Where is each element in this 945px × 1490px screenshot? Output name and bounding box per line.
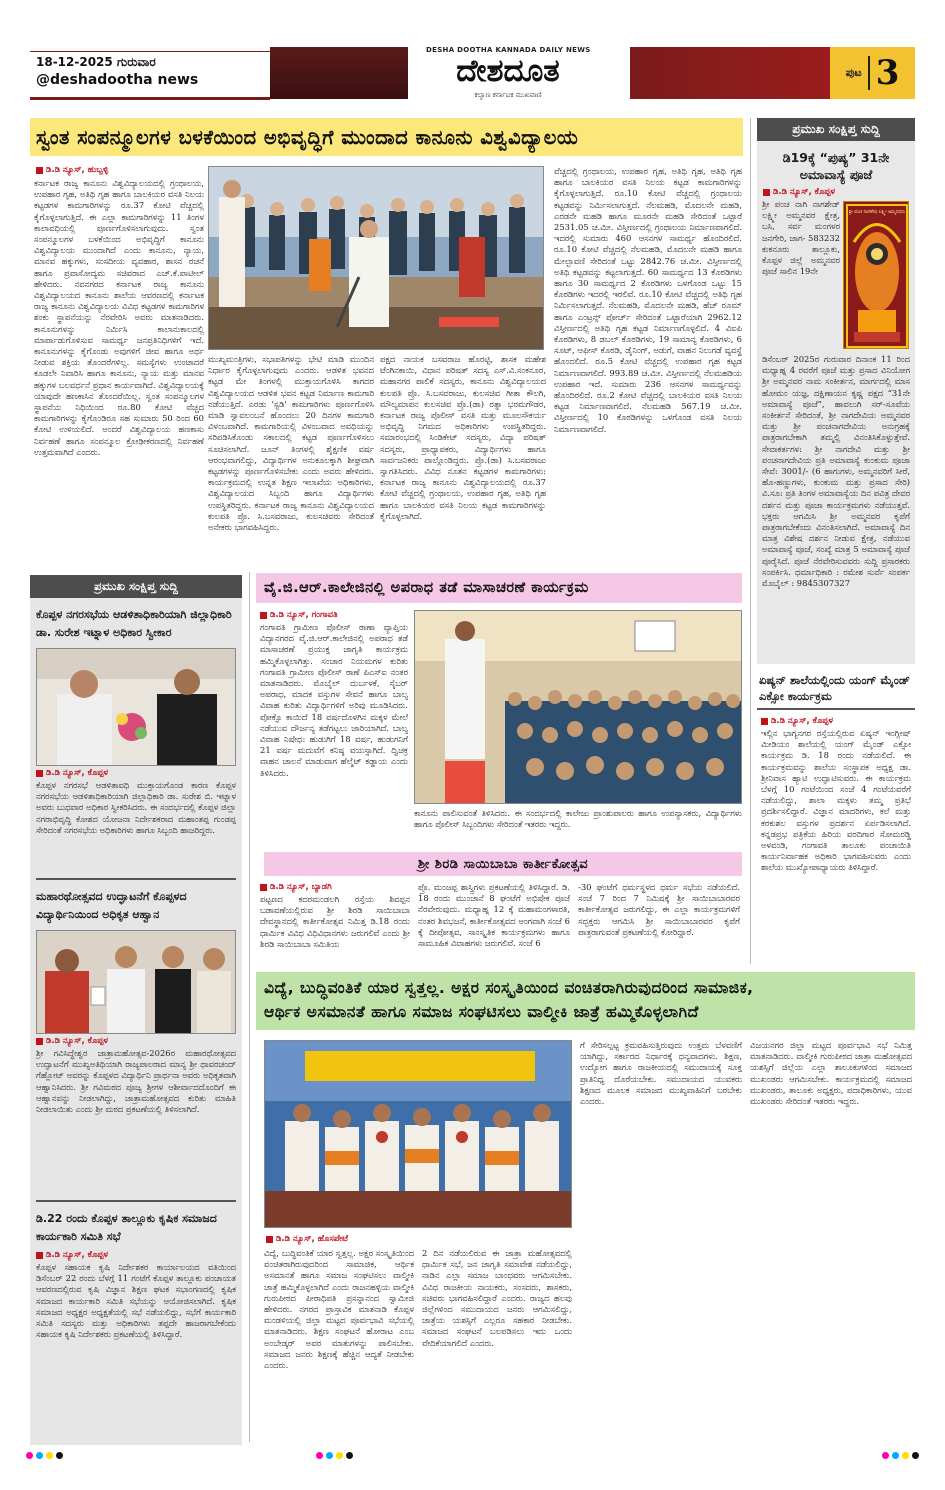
ygr-byline: ಡಿ.ಡಿ ನ್ಯೂಸ್, ಗಂಗಾವತಿ <box>260 610 338 620</box>
main-photo <box>208 166 544 350</box>
ygr-col2: ಕಾನೂನು ಪಾಲಿಸುವಂತೆ ತಿಳಿಸಿದರು. ಈ ಸಂದರ್ಭದಲ್ಲಿ ಕಾಲೇಜು ಪ್ರಾಂಶುಪಾಲರು ಹಾಗೂ ಉಪನ್ಯಾಸಕರು, ವಿದ್ಯಾರ್ಥಿಗಳು ಹಾಗೂ ಪೊಲೀಸ್ ಸಿಬ್ಬಂದಿಗಳು ಸೇರಿದಂತೆ ಇತರರು ಇದ್ದರು. <box>414 808 742 830</box>
bottom-col4: ವಿಜಯನಗರ ಜಿಲ್ಲಾ ಮಟ್ಟದ ಪೂರ್ವಭಾವಿ ಸಭೆ ನಿಮಿತ್ತ ಮಾತನಾಡಿದರು. ವಾಲ್ಮೀಕಿ ಗುರುಪೀಠದ ಜಾತ್ರಾ ಮಹೋತ್ಸವದ ಯಶಸ್ಸಿಗೆ ಜಿಲ್ಲೆಯ ಎಲ್ಲಾ ತಾಲೂಕುಗಳಿಂದ ಸಮಾಜದ ಮುಖಂಡರು ಆಗಮಿಸಬೇಕು. ಕಾರ್ಯಕ್ರಮದಲ್ಲಿ ಸಮಾಜದ ಮುಖಂಡರು, ತಾಲೂಕು ಅಧ್ಯಕ್ಷರು, ಪದಾಧಿಕಾರಿಗಳು, ಯುವ ಮುಖಂಡರು ಸೇರಿದಂತೆ ಇತರರು ಇದ್ದರು. <box>750 1040 912 1107</box>
masthead-subline: ಕಲ್ಯಾಣ ಕರ್ನಾಟಕ ಮುಖವಾಣಿ <box>474 91 542 99</box>
story1-text: ಕೊಪ್ಪಳ ನಗರಸಭೆ ಆಡಳಿತಾವಧಿ ಮುಕ್ತಾಯಗೊಂಡ ಕಾರಣ ಕೊಪ್ಪಳ ನಗರಸಭೆಯ ಆಡಳಿತಾಧಿಕಾರಿಯಾಗಿ ಜಿಲ್ಲಾಧಿಕಾರಿ ಡಾ. ಸುರೇಶ ಬಿ. ಇಟ್ನಾಳ ಅವರು ಬುಧವಾರ ಅಧಿಕಾರ ಸ್ವೀಕರಿಸಿದರು. ಈ ಸಂದರ್ಭದಲ್ಲಿ ಕೊಪ್ಪಳ ಜಿಲ್ಲಾ ನಗರಾಭಿವೃದ್ಧಿ ಕೋಶದ ಯೋಜನಾ ನಿರ್ದೇಶಕರಾದ ಮಹಾಂತಪ್ಪ ಗುಂಡಪ್ಪ ಸೇರಿದಂತೆ ನಗರಸಭೆಯ ಅಧಿಕಾರಿಗಳು ಹಾಗೂ ಸಿಬ್ಬಂದಿ ಹಾಜರಿದ್ದರು. <box>36 780 236 835</box>
masthead-tagline: DESHA DOOTHA KANNADA DAILY NEWS <box>426 46 591 54</box>
invitation-photo <box>37 931 236 1034</box>
story2-text: ಶ್ರೀ ಗವಿಸಿದ್ಧೇಶ್ವರ ಜಾತ್ರಾಮಹೋತ್ಸವ-2026ರ ಮಹಾರಥೋತ್ಸವದ ಉದ್ಘಾಟನೆಗೆ ಮುಖ್ಯಅತಿಥಿಯಾಗಿ ರಾಜ್ಯಪಾಲರಾದ ಮಾನ್ಯ ಶ್ರೀ ಥಾವರಚಂದ್ ಗೆಹ್ಲೋಟ್ ಅವರನ್ನು ಕೊಪ್ಪಳದ ವಿದ್ಯಾರ್ಥಿನಿ ಪ್ರಾರ್ಥನಾ ಅವರು ಅಧಿಕೃತವಾಗಿ ಆಹ್ವಾನಿಸಿದರು. ಶ್ರೀ ಗವಿಮಠದ ಪೂಜ್ಯ ಶ್ರೀಗಳ ಆಶೀರ್ವಾದದೊಂದಿಗೆ ಈ ಆಹ್ವಾನವನ್ನು ನೀಡಲಾಗಿದ್ದು, ಜಾತ್ರಾಮಹೋತ್ಸವದ ಕುರಿತು ಮಾಹಿತಿ ನೀಡಲಾಯಿತು ಎಂದು ಶ್ರೀ ಮಠದ ಪ್ರಕಟಣೆಯಲ್ಲಿ ತಿಳಿಸಲಾಗಿದೆ. <box>36 1048 236 1115</box>
main-byline: ಡಿ.ಡಿ ನ್ಯೂಸ್, ಹುಬ್ಬಳ್ಳಿ <box>36 165 108 175</box>
young-byline: ಡಿ.ಡಿ ನ್ಯೂಸ್, ಕೊಪ್ಪಳ <box>757 716 915 726</box>
bottom-headline-bar <box>256 972 915 1030</box>
main-story <box>30 162 742 566</box>
story2-byline: ಡಿ.ಡಿ ನ್ಯೂಸ್, ಕೊಪ್ಪಳ <box>30 1036 242 1046</box>
page-number-box <box>830 47 915 99</box>
main-col4: ವೆಚ್ಚದಲ್ಲಿ ಗ್ರಂಥಾಲಯ, ಉಪಹಾರ ಗೃಹ, ಅತಿಥಿ ಗೃಹ, ಅತಿಥಿ ಗೃಹ ಹಾಗೂ ಬಾಲಕಿಯರ ವಸತಿ ನಿಲಯ ಕಟ್ಟಡ ಕಾಮಗಾರಿಗಳನ್ನು ಕೈಗೊಳ್ಳಲಾಗುತ್ತಿದೆ. ರೂ.10 ಕೋಟಿ ವೆಚ್ಚದಲ್ಲಿ ಗ್ರಂಥಾಲಯ ಕಟ್ಟಡವನ್ನು ನಿರ್ಮಿಸಲಾಗುತ್ತದೆ. ನೆಲಮಹಡಿ, ಮೊದಲನೇ ಮಹಡಿ, ಎರಡನೇ ಮಹಡಿ ಹಾಗೂ ಮೂರನೇ ಮಹಡಿ ಸೇರಿದಂತೆ ಒಟ್ಟಾರೆ 2531.05 ಚ.ಮೀ. ವಿಸ್ತೀರ್ಣದಲ್ಲಿ ಗ್ರಂಥಾಲಯ ನಿರ್ಮಾಣವಾಗಲಿದೆ. ಇದರಲ್ಲಿ ಸುಮಾರು 460 ಆಸನಗಳ ಸಾಮರ್ಥ್ಯ ಹೊಂದಿರಲಿದೆ. ರೂ.10 ಕೋಟಿ ವೆಚ್ಚದಲ್ಲಿ ನೆಲಮಹಡಿ, ಮೊದಲನೇ ಮಹಡಿ ಹಾಗೂ ಮೇಲ್ಛಾವಣಿ ಸೇರಿದಂತೆ ಒಟ್ಟು 2842.76 ಚ.ಮೀ. ವಿಸ್ತೀರ್ಣದಲ್ಲಿ ಅತಿಥಿ ಕಟ್ಟಡವನ್ನು ಕಟ್ಟಲಾಗುತ್ತದೆ. 60 ಸಾಮರ್ಥ್ಯದ 13 ಕೊಠಡಿಗಳು ಹಾಗೂ 30 ಸಾಮರ್ಥ್ಯದ 2 ಕೊಠಡಿಗಳು ಒಳಗೊಂಡ ಒಟ್ಟು 15 ಕೊಠಡಿಗಳು ಇದರಲ್ಲಿ ಇರಲಿವೆ. ರೂ.10 ಕೋಟಿ ವೆಚ್ಚದಲ್ಲಿ ಅತಿಥಿ ಗೃಹ ನಿರ್ಮಿಸಲಾಗುತ್ತದೆ. ನೆಲಮಹಡಿ, ಮೊದಲನೇ ಮಹಡಿ, ಹೆಚ್ ರೂಮ್ ಹಾಗೂ ಎಂಟ್ರನ್ಸ್ ಪೋರ್ಚ್ ಸೇರಿದಂತೆ ಒಟ್ಟಾರೆಯಾಗಿ 2962.12 ವಿಸ್ತೀರ್ಣದಲ್ಲಿ ಅತಿಥಿ ಗೃಹ ಕಟ್ಟಡ ನಿರ್ಮಾಣಗೊಳ್ಳಲಿದೆ. 4 ವಿಐಪಿ ಕೊಠಡಿಗಳು, 8 ಡಬಲ್ ಕೊಠಡಿಗಳು, 19 ಸಾಮಾನ್ಯ ಕೊಠಡಿಗಳು, 6 ಸೂಟ್, ಆಫೀಸ್ ಕೊಠಡಿ, ಡೈನಿಂಗ್, ಅಡುಗೆ, ವಾಹನ ನಿಲುಗಡೆ ವ್ಯವಸ್ಥೆ ಹೊಂದಲಿದೆ. ರೂ.5 ಕೋಟಿ ವೆಚ್ಚದಲ್ಲಿ ಉಪಹಾರ ಗೃಹ ಕಟ್ಟಡ ನಿರ್ಮಾಣವಾಗಲಿದೆ. 993.89 ಚ.ಮೀ. ವಿಸ್ತೀರ್ಣದಲ್ಲಿ ನೆಲಮಹಡಿಯ ಉಪಹಾರ ಇದೆ. ಸುಮಾರು 236 ಆಸನಗಳ ಸಾಮರ್ಥ್ಯವನ್ನು ಹೊಂದಿರಲಿದೆ. ರೂ.2 ಕೋಟಿ ವೆಚ್ಚದಲ್ಲಿ ಬಾಲಕಿಯರ ವಸತಿ ನಿಲಯ ಕಟ್ಟಡ ನಿರ್ಮಾಣವಾಗಲಿದೆ. ನೆಲಮಹಡಿ 567.19 ಚ.ಮೀ. ವಿಸ್ತೀರ್ಣದಲ್ಲಿ 10 ಕೊಠಡಿಗಳನ್ನು ಒಳಗೊಂಡ ವಸತಿ ನಿಲಯ ನಿರ್ಮಾಣವಾಗಲಿದೆ. <box>554 166 742 434</box>
date-ribbon <box>30 45 280 103</box>
story2-headline: ಮಹಾರಥೋತ್ಸವದ ಉದ್ಘಾಟನೆಗೆ ಕೊಪ್ಪಳದ ವಿದ್ಯಾರ್ಥಿನಿಯಿಂದ ಅಧಿಕೃತ ಆಹ್ವಾನ <box>36 890 187 921</box>
shirdi-col3: -30 ಘಂಟೆಗೆ ಧರ್ಮಸ್ಥಳದ ಧರ್ಮ ಸಭೆಯ ನಡೆಯಲಿದೆ. ಸಂಜೆ 7 ರಿಂದ 7 ನಿಮಿಷಕ್ಕೆ ಶ್ರೀ ಸಾಯಿಬಾಬಾರವರ ಕಾರ್ತೀಕೋತ್ಸವ ಜರುಗಲಿದ್ದು, ಈ ಎಲ್ಲಾ ಕಾರ್ಯಕ್ರಮಗಳಿಗೆ ಸದ್ಭಕ್ತರು ಆಗಮಿಸಿ ಶ್ರೀ ಸಾಯಿಬಾಬಾರವರ ಕೃಪೆಗೆ ಪಾತ್ರರಾಗುವಂತೆ ಪ್ರಕಟಣೆಯಲ್ಲಿ ಕೋರಿದ್ದಾರೆ. <box>578 882 740 937</box>
shirdi-headline: ಶ್ರೀ ಶಿರಡಿ ಸಾಯಿಬಾಬಾ ಕಾರ್ತೀಕೋತ್ಸವ <box>417 856 589 872</box>
young-headline: ಏಷ್ಯನ್ ಶಾಲೆಯಲ್ಲಿಂದು ಯಂಗ್ ಮೈಂಡ್ ಎಕ್ಸೋ ಕಾರ್ಯಕ್ರಮ <box>757 672 915 710</box>
main-col3: ಪಕ್ಷದ ನಾಯಕ ಬಸವರಾಜ ಹೊರಟ್ಟಿ, ಶಾಸಕ ಮಹೇಶ ಟೆಂಗಿನಕಾಯಿ, ವಿಧಾನ ಪರಿಷತ್ ಸದಸ್ಯ ಎಸ್.ವಿ.ಸಂಕನೂರ, ಮಹಾನಗರ ಪಾಲಿಕೆ ಸದಸ್ಯರು, ಕಾನೂನು ವಿಶ್ವವಿದ್ಯಾಲಯದ ಕುಲಪತಿ ಪ್ರೊ. ಸಿ.ಬಸವರಾಜು, ಕುಲಸಚಿವ ಗೀತಾ ಕೌಲಗಿ, ಮೌಲ್ಯಮಾಪನ ಕುಲಸಚಿವ ಪ್ರೊ.(ಡಾ) ರತ್ನಾ ಭರಮಗೌಡರ, ಕರ್ನಾಟಕ ರಾಜ್ಯ ಪೊಲೀಸ್ ವಸತಿ ಮತ್ತು ಮೂಲಸೌಕರ್ಯ ಅಭಿವೃದ್ಧಿ ನಿಗಮದ ಅಧಿಕಾರಿಗಳು ಉಪಸ್ಥಿತರಿದ್ದರು. ಸಮಾರಂಭದಲ್ಲಿ ಸಿಂಡಿಕೇಟ್ ಸದಸ್ಯರು, ವಿದ್ಯಾ ಪರಿಷತ್ ಸದಸ್ಯರು, ಪ್ರಾಧ್ಯಾಪಕರು, ವಿದ್ಯಾರ್ಥಿಗಳು ಹಾಗೂ ಸಾರ್ವಜನಿಕರು ಪಾಲ್ಗೊಂಡಿದ್ದರು. ಪ್ರೊ.(ಡಾ) ಸಿ.ಬಸವರಾಜು ಸ್ವಾಗತಿಸಿದರು. ವಿವಿಧ ನೂತನ ಕಟ್ಟಡಗಳ ಕಾಮಗಾರಿಗಳು: ಕರ್ನಾಟಕ ರಾಜ್ಯ ಕಾನೂನು ವಿಶ್ವವಿದ್ಯಾಲಯದಲ್ಲಿ ರೂ.37 ಕೋಟಿ ವೆಚ್ಚದಲ್ಲಿ ಗ್ರಂಥಾಲಯ, ಉಪಹಾರ ಗೃಹ, ಅತಿಥಿ ಗೃಹ ಹಾಗೂ ಬಾಲಕಿಯರ ವಸತಿ ನಿಲಯ ಕಟ್ಟಡ ಕಾಮಗಾರಿಗಳನ್ನು ಕೈಗೊಳ್ಳಲಾಗಿದೆ. <box>380 354 546 521</box>
story1-headline: ಕೊಪ್ಪಳ ನಗರಸಭೆಯ ಆಡಳಿತಾಧಿಕಾರಿಯಾಗಿ ಜಿಲ್ಲಾಧಿಕಾರಿ ಡಾ. ಸುರೇಶ ಇಟ್ನಾಳ ಅಧಿಕಾರ ಸ್ವೀಕಾರ <box>36 608 232 639</box>
ygr-headline: ವೈ.ಜಿ.ಆರ್.ಕಾಲೇಜಿನಲ್ಲಿ ಅಪರಾಧ ತಡೆ ಮಾಸಾಚರಣೆ ಕಾರ್ಯಕ್ರಮ <box>264 580 589 596</box>
story1-byline: ಡಿ.ಡಿ ನ್ಯೂಸ್, ಕೊಪ್ಪಳ <box>30 768 242 778</box>
main-headline: ಸ್ವಂತ ಸಂಪನ್ಮೂಲಗಳ ಬಳಕೆಯಿಂದ ಅಭಿವೃದ್ಧಿಗೆ ಮುಂದಾದ ಕಾನೂನು ವಿಶ್ವವಿದ್ಯಾಲಯ <box>36 125 579 149</box>
young-mind-story <box>757 672 915 954</box>
masthead <box>30 45 915 105</box>
right-brief-box <box>757 118 915 664</box>
shirdi-headline-bar <box>264 852 742 876</box>
deity-caption: ಶ್ರೀ ಪಂಚ ನಾಗಶೇಷ ಲಕ್ಷ್ಮೀ ಅಮ್ಮನವರು <box>848 210 906 215</box>
reg-dots-left <box>26 1452 63 1459</box>
story1-photo <box>36 648 236 766</box>
felicitation-photo <box>265 1041 572 1228</box>
bottom-col3: ಗೆ ಸೇರಿಸಲ್ಪಟ್ಟ ಕ್ರಮವಹಿಸುತ್ತಿರುವುದು ಉತ್ತಮ ಬೆಳವಣಿಗೆ ಯಾಗಿದ್ದು, ಸರ್ಕಾರದ ನಿರ್ಧಾರಕ್ಕೆ ಧನ್ಯವಾದಗಳು. ಶಿಕ್ಷಣ, ಉದ್ಯೋಗ ಹಾಗೂ ರಾಜಕೀಯದಲ್ಲಿ ಸಮುದಾಯಕ್ಕೆ ಸೂಕ್ತ ಪ್ರಾತಿನಿಧ್ಯ ದೊರೆಯಬೇಕು. ಸಮುದಾಯದ ಯುವಕರು ಶಿಕ್ಷಣದ ಮೂಲಕ ಸಮಾಜದ ಮುಖ್ಯವಾಹಿನಿಗೆ ಬರಬೇಕು ಎಂದರು. <box>580 1040 742 1107</box>
bottom-photo <box>264 1040 572 1228</box>
reg-dots-right <box>882 1452 919 1459</box>
left-brief-box <box>30 575 242 1445</box>
main-headline-bar <box>30 118 743 156</box>
main-col1: ಕರ್ನಾಟಕ ರಾಜ್ಯ ಕಾನೂನು ವಿಶ್ವವಿದ್ಯಾಲಯದಲ್ಲಿ ಗ್ರಂಥಾಲಯ, ಉಪಹಾರ ಗೃಹ, ಅತಿಥಿ ಗೃಹ ಹಾಗೂ ಬಾಲಕಿಯರ ವಸತಿ ನಿಲಯ ಕಟ್ಟಡಗಳ ಕಾಮಗಾರಿಗಳನ್ನು ರೂ.37 ಕೋಟಿ ವೆಚ್ಚದಲ್ಲಿ ಕೈಗೊಳ್ಳಲಾಗುತ್ತಿದೆ. ಈ ಎಲ್ಲಾ ಕಾಮಗಾರಿಗಳನ್ನು 11 ತಿಂಗಳ ಕಾಲಾವಧಿಯಲ್ಲಿ ಪೂರ್ಣಗೊಳಿಸಲಾಗುವುದು. ಸ್ವಂತ ಸಂಪನ್ಮೂಲಗಳ ಬಳಕೆಯಿಂದ ಅಭಿವೃದ್ಧಿಗೆ ಕಾನೂನು ವಿಶ್ವವಿದ್ಯಾಲಯ ಮುಂದಾಗಿದೆ ಎಂದು ಕಾನೂನು, ನ್ಯಾಯ, ಮಾನವ ಹಕ್ಕುಗಳು, ಸಂಸದೀಯ ವ್ಯವಹಾರ, ಶಾಸನ ರಚನೆ ಹಾಗೂ ಪ್ರವಾಸೋದ್ಯಮ ಸಚಿವರಾದ ಎಚ್.ಕೆ.ಪಾಟೀಲ್ ಹೇಳಿದರು. ನವನಗರದ ಕರ್ನಾಟಕ ರಾಜ್ಯ ಕಾನೂನು ವಿಶ್ವವಿದ್ಯಾಲಯದ ಕಾನೂನು ಶಾಲೆಯ ಆವರಣದಲ್ಲಿ ಕರ್ನಾಟಕ ರಾಜ್ಯ ಕಾನೂನು ವಿಶ್ವವಿದ್ಯಾಲಯ ವಿವಿಧ ಕಟ್ಟಡಗಳ ಕಾಮಗಾರಿಗಳ ಶಂಕು ಸ್ಥಾಪನೆಯನ್ನು ನೆರವೇರಿಸಿ ಅವರು ಮಾತನಾಡಿದರು. ಕಾನೂನುಗಳನ್ನು ನಿರ್ಮಿಸಿ ಕಾಲಾನುಕಾಲದಲ್ಲಿ ಮಾರ್ಪಾಡುಗೊಳಿಸುವ ಸಾಮರ್ಥ್ಯ ಜನಪ್ರತಿನಿಧಿಗಳಿಗೆ ಇದೆ. ಕಾನೂನುಗಳನ್ನು ಕೈಗೊಂಡು ಅವುಗಳಿಗೆ ಜೀವ ಹಾಗೂ ಅರ್ಥ ನೀಡುವ ಶಕ್ತಿಯ ತೊಂದರೆಗಳಿಲ್ಲ. ಸಮಸ್ಯೆಗಳು ಉಂಟಾದರೆ ಕೂಡಲೇ ನಿವಾರಿಸಿ ಹಾಗೂ ಕಾನೂನು, ನ್ಯಾಯ ಮತ್ತು ಮಾನವ ಹಕ್ಕುಗಳ ಬಲವರ್ಧನೆ ಪ್ರಧಾನ ಕಾರ್ಯವಾಗಿದೆ. ವಿಶ್ವವಿದ್ಯಾಲಯಕ್ಕೆ ಯಾವುದೇ ಹಣಕಾಸಿನ ತೊಂದರೆಯಿಲ್ಲ. ಸ್ವಂತ ಸಂಪನ್ಮೂಲಗಳ ಸ್ಥಾಪನೆಯ ನಿಧಿಯಿಂದ ರೂ.80 ಕೋಟಿ ವೆಚ್ಚದ ಕಾಮಗಾರಿಗಳನ್ನು ಕೈಗೊಂಡಿರೂ ಸಹ ಸುಮಾರು 50 ರಿಂದ 60 ಕೋಟಿ ಉಳಿಯಲಿದೆ. ಅಂದರೆ ವಿಶ್ವವಿದ್ಯಾಲಯ ಹಣಕಾಸು ನಿರ್ವಹಣೆ ಹಾಗೂ ಸಂಪನ್ಮೂಲ ಕ್ರೋಢೀಕರಣದಲ್ಲಿ ನಿರ್ವಹಣೆ ಉತ್ತಮವಾಗಿದೆ ಎಂದರು. <box>34 178 204 457</box>
right-box-byline: ಡಿ.ಡಿ ನ್ಯೂಸ್, ಕೊಪ್ಪಳ <box>757 187 915 197</box>
reg-dots-center <box>316 1452 353 1459</box>
ygr-story <box>256 608 742 844</box>
right-box-header: ಪ್ರಮುಖ ಸಂಕ್ಷಿಪ್ತ ಸುದ್ದಿ <box>757 118 915 141</box>
masthead-logo: ದೇಶದೂತ <box>456 53 560 89</box>
right-box-headline: ಡಿ19ಕ್ಕೆ “ಪುಷ್ಯ” 31ನೇ ಅಮಾವಾಸ್ಯೆ ಪೂಜೆ <box>782 150 890 182</box>
bottom-byline: ಡಿ.ಡಿ ನ್ಯೂಸ್, ಹೊಸಪೇಟೆ <box>266 1234 348 1244</box>
bottom-col2: 2 ದಿನ ನಡೆಯಲಿರುವ ಈ ಜಾತ್ರಾ ಮಹೋತ್ಸವದಲ್ಲಿ ಧಾರ್ಮಿಕ ಸಭೆ, ಜನ ಜಾಗೃತಿ ಸಮಾವೇಶ ನಡೆಯಲಿದ್ದು, ನಾಡಿನ ಎಲ್ಲಾ ಸಮಾಜ ಬಾಂಧವರು ಆಗಮಿಸಬೇಕು. ವಿವಿಧ ರಾಜಕೀಯ ನಾಯಕರು, ಸಂಸದರು, ಶಾಸಕರು, ಸಚಿವರು ಭಾಗವಹಿಸಲಿದ್ದಾರೆ ಎಂದರು. ರಾಜ್ಯದ ಹಲವು ಜಿಲ್ಲೆಗಳಿಂದ ಸಮುದಾಯದ ಜನರು ಆಗಮಿಸಲಿದ್ದು, ಜಾತ್ರೆಯ ಯಶಸ್ಸಿಗೆ ಎಲ್ಲರೂ ಸಹಕಾರ ನೀಡಬೇಕು. ಸಮಾಜದ ಸಂಘಟನೆ ಬಲಪಡಿಸಲು ಇದು ಒಂದು ವೇದಿಕೆಯಾಗಲಿದೆ ಎಂದರು. <box>422 1248 572 1348</box>
right-box-side-text: ಶ್ರೀ ಪಂಚ ನಾಗಿ ನಾಗಶೇಡ್ ಲಕ್ಷ್ಮೀ ಅಮ್ಮನವರ ಕ್ಷೇತ್ರ, ಬಸಿ, ಸರ್ವ ಮಂಗಳರ ಜನಗೇರಿ, ಜಾಗ- 583232 ಕುಕನೂರು ತಾಲ್ಲೂಕು, ಕೊಪ್ಪಳ ಜಿಲ್ಲೆ ಅಮ್ಮನವರ ಪೂಜೆ ಸಾಲಿನ 19ನೇ <box>762 199 840 277</box>
ceremony-photo <box>209 167 544 350</box>
left-box-header: ಪ್ರಮುಖ ಸಂಕ್ಷಿಪ್ತ ಸುದ್ದಿ <box>30 575 242 598</box>
page-label: ಪುಟ <box>845 66 862 79</box>
bottom-headline-line2: ಆರ್ಥಿಕ ಅಸಮಾನತೆ ಹಾಗೂ ಸಮಾಜ ಸಂಘಟಿಸಲು ವಾಲ್ಮೀಕಿ ಜಾತ್ರೆ ಹಮ್ಮಿಕೊಳ್ಳಲಾಗಿದೆ <box>264 1003 699 1021</box>
young-text: ಇಲ್ಲಿನ ಭಾಗ್ಯನಗರ ರಸ್ತೆಯಲ್ಲಿರುವ ಏಷ್ಯನ್ ಇಂಗ್ಲೀಷ್ ಮೀಡಿಯಂ ಶಾಲೆಯಲ್ಲಿ ಯಂಗ್ ಮೈಂಡ್ ಎಕ್ಸೋ ಕಾರ್ಯಕ್ರಮ ಡಿ. 18 ರಂದು ನಡೆಯಲಿದೆ. ಈ ಕಾರ್ಯಕ್ರಮವನ್ನು ಶಾಲೆಯ ಸಂಸ್ಥಾಪಕ ಅಧ್ಯಕ್ಷ ಡಾ. ಶ್ರೀನಿವಾಸ ಹ್ಯಾಟಿ ಉದ್ಘಾಟಿಸುವರು. ಈ ಕಾರ್ಯಕ್ರಮ ಬೆಳಗ್ಗೆ 10 ಗಂಟೆಯಿಂದ ಸಂಜೆ 4 ಗಂಟೆಯವರೆಗೆ ನಡೆಯಲಿದ್ದು, ಶಾಲಾ ಮಕ್ಕಳು ತಮ್ಮ ಪ್ರತಿಭೆ ಪ್ರದರ್ಶಿಸಲಿದ್ದಾರೆ. ವಿಜ್ಞಾನ ಮಾದರಿಗಳು, ಕಲೆ ಮತ್ತು ಕರಕುಶಲ ವಸ್ತುಗಳ ಪ್ರದರ್ಶನ ಏರ್ಪಡಿಸಲಾಗಿದೆ. ಕನ್ನಡಪ್ರಭ ಪತ್ರಿಕೆಯ ಹಿರಿಯ ವರದಿಗಾರ ಸೋಮರಡ್ಡಿ ಅಳವಂಡಿ, ಗಂಗಾವತಿ ತಾಲೂಕು ಪಂಚಾಯಿತಿ ಕಾರ್ಯನಿರ್ವಾಹಕ ಅಧಿಕಾರಿ ಭಾಗವಹಿಸುವರು ಎಂದು ಶಾಲೆಯ ಮುಖ್ಯೋಪಾಧ್ಯಾಯರು ತಿಳಿಸಿದ್ದಾರೆ. <box>761 728 911 873</box>
main-col2: ಮುಖ್ಯಮಂತ್ರಿಗಳು, ಸಭಾಪತಿಗಳನ್ನು ಭೇಟಿ ಮಾಡಿ ಮುಂದಿನ ನಿರ್ಧಾರ ಕೈಗೊಳ್ಳಲಾಗುವುದು ಎಂದರು. ಆಡಳಿತ ಭವನದ ಕಟ್ಟಡ ಮೇ ತಿಂಗಳಲ್ಲಿ ಮುಕ್ತಾಯಗೊಳಿಸಿ ಕಾಗದರ ವಿಶ್ವವಿದ್ಯಾಲಯದ ಆಡಳಿತ ಭವನ ಕಟ್ಟಡ ನಿರ್ಮಾಣ ಕಾಮಗಾರಿ ನಡೆಯುತ್ತಿದೆ. ಎರಡು 'ಸ್ಟಡಿ' ಕಾಮಗಾರಿಗಳು ಪೂರ್ಣಗೊಳಿಸಿ ಮಾಡಿ ಸ್ವಾವಲಂಬನೆ ಹೊಂದಲು 20 ದಿನಗಳ ಕಾಮಗಾರಿ ವಿಳಂಬವಾಗಿದೆ. ಕಾಮಗಾರಿಯಲ್ಲಿ ವಿಳಂಬವಾದ ಅವಧಿಯನ್ನು ಸರಿಪಡಿಸಿಕೊಂಡು ಸಕಾಲದಲ್ಲಿ ಕಟ್ಟಡ ಪೂರ್ಣಗೊಳಿಸಲು ಸೂಚಿಸಲಾಗಿದೆ. ಜೂನ್ ತಿಂಗಳಲ್ಲಿ ಶೈಕ್ಷಣಿಕ ವರ್ಷ ಆರಂಭವಾಗಲಿದ್ದು, ವಿದ್ಯಾರ್ಥಿಗಳ ಅನುಕೂಲಕ್ಕಾಗಿ ಶೀಘ್ರವಾಗಿ ಕಟ್ಟಡಗಳನ್ನು ಪೂರ್ಣಗೊಳಿಸಬೇಕು ಎಂದು ಅವರು ಹೇಳಿದರು. ಕಾರ್ಯಕ್ರಮದಲ್ಲಿ ಉನ್ನತ ಶಿಕ್ಷಣ ಇಲಾಖೆಯ ಅಧಿಕಾರಿಗಳು, ವಿಶ್ವವಿದ್ಯಾಲಯದ ಸಿಬ್ಬಂದಿ ಹಾಗೂ ವಿದ್ಯಾರ್ಥಿಗಳು ಉಪಸ್ಥಿತರಿದ್ದರು. ಕರ್ನಾಟಕ ರಾಜ್ಯ ಕಾನೂನು ವಿಶ್ವವಿದ್ಯಾಲಯದ ಕುಲಪತಿ ಪ್ರೊ. ಸಿ.ಬಸವರಾಜು, ಕುಲಸಚಿವರು ಸೇರಿದಂತೆ ಅನೇಕರು ಭಾಗವಹಿಸಿದ್ದರು. <box>208 354 374 533</box>
page-number: 3 <box>875 53 900 93</box>
ygr-photo <box>414 610 742 804</box>
social-handle: @deshadootha news <box>36 72 199 88</box>
shirdi-story <box>256 880 742 964</box>
bottom-story <box>256 1036 915 1446</box>
deity-image <box>843 201 909 349</box>
bottom-col1: ವಿದ್ಯೆ, ಬುದ್ಧಿವಂತಿಕೆ ಯಾರ ಸ್ವತ್ತಲ್ಲ. ಅಕ್ಷರ ಸಂಸ್ಕೃತಿಯಿಂದ ವಂಚಿತರಾಗಿರುವುದರಿಂದ ಸಾಮಾಜಿಕ, ಆರ್ಥಿಕ ಅಸಮಾನತೆ ಹಾಗೂ ಸಮಾಜ ಸಂಘಟಿಸಲು ವಾಲ್ಮೀಕಿ ಜಾತ್ರೆ ಹಮ್ಮಿಕೊಳ್ಳಲಾಗಿದೆ ಎಂದು ರಾಜನಹಳ್ಳಿಯ ವಾಲ್ಮೀಕಿ ಗುರುಪೀಠದ ಪೀಠಾಧಿಪತಿ ಪ್ರಸನ್ನಾನಂದ ಸ್ವಾಮೀಜಿ ಹೇಳಿದರು. ನಗರದ ಪ್ರಾಸ್ತಾವಿಕ ಮಾತನಾಡಿ ಕೊಪ್ಪಳ ಮಂಡಳಿಯಲ್ಲಿ ಜಿಲ್ಲಾ ಮಟ್ಟದ ಪೂರ್ವಭಾವಿ ಸಭೆಯಲ್ಲಿ ಮಾತನಾಡಿದರು. ಶಿಕ್ಷಣ ಸಂಘಟನೆ ಹೋರಾಟ ಎಂಬ ಅಂಬೇಡ್ಕರ್ ಅವರ ಮಾತುಗಳನ್ನು ಪಾಲಿಸಬೇಕು. ಸಮಾಜದ ಜನರು ಶಿಕ್ಷಣಕ್ಕೆ ಹೆಚ್ಚಿನ ಆದ್ಯತೆ ನೀಡಬೇಕು ಎಂದರು. <box>264 1248 414 1371</box>
handover-photo <box>37 649 236 766</box>
issue-date: 18-12-2025 ಗುರುವಾರ <box>36 55 156 69</box>
story2-photo <box>36 930 236 1034</box>
deity-icon <box>844 202 909 349</box>
story3-headline: ಡಿ.22 ರಂದು ಕೊಪ್ಪಳ ತಾಲ್ಲೂಕು ಕೃಷಿಕ ಸಮಾಜದ ಕಾರ್ಯಕಾರಿ ಸಮಿತಿ ಸಭೆ <box>36 1212 217 1243</box>
divider-right <box>750 118 751 964</box>
ygr-col1: ಗಂಗಾವತಿ ಗ್ರಾಮೀಣ ಪೊಲೀಸ್ ಠಾಣಾ ವ್ಯಾಪ್ತಿಯ ವಿದ್ಯಾನಗರದ ವೈ.ಜಿ.ಆರ್.ಕಾಲೇಜಿನಲ್ಲಿ ಅಪರಾಧ ತಡೆ ಮಾಸಾಚರಣೆ ಪ್ರಯುಕ್ತ ಜಾಗೃತಿ ಕಾರ್ಯಕ್ರಮ ಹಮ್ಮಿಕೊಳ್ಳಲಾಗಿತ್ತು. ಸಂಚಾರ ನಿಯಮಗಳ ಕುರಿತು ಗಂಗಾವತಿ ಗ್ರಾಮೀಣ ಪೊಲೀಸ್ ಠಾಣೆ ಪಿಎಸ್‌ಐ ನಂತರ ಮಾತನಾಡಿದರು. ಮೊಬೈಲ್ ದುರ್ಬಳಕೆ, ಸೈಬರ್ ಅಪರಾಧ, ಮಾದಕ ವಸ್ತುಗಳ ಸೇವನೆ ಹಾಗೂ ಬಾಲ್ಯ ವಿವಾಹ ಕುರಿತು ವಿದ್ಯಾರ್ಥಿಗಳಿಗೆ ಅರಿವು ಮೂಡಿಸಿದರು. ಪೋಕ್ಸೊ ಕಾಯಿದೆ 18 ವರ್ಷದೊಳಗಿನ ಮಕ್ಕಳ ಮೇಲೆ ನಡೆಯುವ ದೌರ್ಜನ್ಯ ತಡೆಗಟ್ಟಲು ಜಾರಿಯಾಗಿದೆ. ಬಾಲ್ಯ ವಿವಾಹ ನಿಷೇಧ: ಹುಡುಗಿಗೆ 18 ವರ್ಷ, ಹುಡುಗನಿಗೆ 21 ವರ್ಷ ಮದುವೆಗೆ ಕನಿಷ್ಠ ವಯಸ್ಸಾಗಿದೆ. ದ್ವಿಚಕ್ರ ವಾಹನ ಚಾಲನೆ ಮಾಡುವಾಗ ಹೆಲ್ಮೆಟ್ ಕಡ್ಡಾಯ ಎಂದು ತಿಳಿಸಿದರು. <box>260 622 408 778</box>
ygr-headline-bar <box>256 573 742 603</box>
divider-left <box>249 572 250 1442</box>
bottom-headline-line1: ವಿದ್ಯೆ, ಬುದ್ಧಿವಂತಿಕೆ ಯಾರ ಸ್ವತ್ತಲ್ಲ. ಅಕ್ಷರ ಸಂಸ್ಕೃತಿಯಿಂದ ವಂಚಿತರಾಗಿರುವುದರಿಂದ ಸಾಮಾಜಿಕ, <box>264 979 754 997</box>
right-box-text: ಡಿಸೆಂಬರ್ 2025ರ ಗುರುವಾರ ದಿನಾಂಕ 11 ರಿಂದ ಮಧ್ಯಾಹ್ನ 4 ರವರೆಗೆ ಪೂಜೆ ಮತ್ತು ಪ್ರಸಾದ ವಿನಿಯೋಗ ಶ್ರೀ ಅಮ್ಮನವರ ನಾಮ ಸಂಕೀರ್ತನ, ಮಾರ್ಗದಲ್ಲಿ ಮಾಸ ಹೋಮಂ ಯಜ್ಞ, ದಕ್ಷಿಣಾಯನ ಕೃಷ್ಣ ಪಕ್ಷದ “31ನೇ ಅಮಾವಾಸ್ಯೆ ಪೂಜೆ”, ಹಾವಲುಗಿ ಸರ್-ಸೂವೆಯ ಸಂಕೀರ್ತನೆ ಸೇರಿದಂತೆ, ಶ್ರೀ ನಾಗದೇವಿಯ ಅಮ್ಮನವರ ಮತ್ತು ಶ್ರೀ ಪಂಚನಾಗದೇವಿಯ ಅನುಗ್ರಹಕ್ಕೆ ಪಾತ್ರರಾಗಬೇಕಾಗಿ ತಮ್ಮಲ್ಲಿ ವಿನಂತಿಸಿಕೊಳ್ಳುತ್ತೇವೆ. ಸೇವಾಕರ್ತಗಳ: ಶ್ರೀ ನಾಗದೇವಿ ಮತ್ತು ಶ್ರೀ ಪಂಚನಾಗದೇವಿಯ ಪ್ರತಿ ಅಮಾವಾಸ್ಯೆ ಕುಂಕುಮ ಪೂಜಾ ಸೇವೆ: 3001/- (6 ಹಾಗುಗಳು, ಅಮ್ಮನವರಿಗೆ ಸೀರೆ, ಹೊ-ಹಣ್ಣುಗಳು, ಕುಂಕುಮ ಮತ್ತು ಪ್ರಸಾದ ಸೇರಿ) ವಿ.ಸೂ: ಪ್ರತಿ ತಿಂಗಳ ಅಮಾವಾಸ್ಯೆಯ ದಿನ ಪವಿತ್ರ ದೇವರ ದರ್ಶನ ಮತ್ತು ಪೂಜಾ ಕಾರ್ಯಕ್ರಮಗಳು ನಡೆಯುತ್ತವೆ. ಭಕ್ತರು ಆಗಮಿಸಿ ಶ್ರೀ ಅಮ್ಮನವರ ಕೃಪೆಗೆ ಪಾತ್ರರಾಗಬೇಕೆಂದು ವಿನಂತಿಸಲಾಗಿದೆ. ಅಮಾವಾಸ್ಯೆ ದಿನ ಮಾತ್ರ ವಿಶೇಷ ದರ್ಶನ ನೀಡುವ ಕ್ಷೇತ್ರ, ನಡೆಯುವ ಅಮಾವಾಸ್ಯೆ ಪೂಜೆ, ಸಂಖ್ಯೆ ಮಾತ್ರ 5 ಅಮಾವಾಸ್ಯೆ ಪೂಜೆ ಪೂರೈಸಿದೆ. ಪೂಜೆ ನೆರವೇರಿಸುವವರು ಸುದ್ದಿ ಪ್ರಸಾರಕರು ಸಂಪರ್ಕಿಸಿ. ಧರ್ಮಾಧಿಕಾರಿ : ರಮೇಶ ಸುರ್ವೆ ಸಂಪರ್ಕ ಮೊಬೈಲ್ : 9845307327 <box>762 354 910 589</box>
shirdi-byline: ಡಿ.ಡಿ ನ್ಯೂಸ್, ಬ್ಯಾಡಗಿ <box>260 882 332 892</box>
classroom-photo <box>415 611 742 804</box>
shirdi-col1: ಪಟ್ಟಣದ ಕದರಮಂಡಲಗಿ ರಸ್ತೆಯ ಶಿವಪ್ಪನ ಬಡಾವಣೆಯಲ್ಲಿರುವ ಶ್ರೀ ಶಿರಡಿ ಸಾಯಿಬಾಬಾ ದೇವಸ್ಥಾನದಲ್ಲಿ ಕಾರ್ತೀಕೋತ್ಸವ ನಿಮಿತ್ತ ಡಿ.18 ರಂದು ಧಾರ್ಮಿಕ ವಿವಿಧ ವಿಧಿವಿಧಾನಗಳು ಜರುಗಲಿವೆ ಎಂದು ಶ್ರೀ ಶಿರಡಿ ಸಾಯಿಬಾಬಾ ಸಮಿತಿಯ <box>260 894 410 949</box>
story3-byline: ಡಿ.ಡಿ ನ್ಯೂಸ್, ಕೊಪ್ಪಳ <box>30 1250 242 1260</box>
story3-text: ಕೊಪ್ಪಳ ಸಹಾಯಕ ಕೃಷಿ ನಿರ್ದೇಶಕರ ಕಾರ್ಯಾಲಯದ ವತಿಯಿಂದ ಡಿಸೆಂಬರ್ 22 ರಂದು ಬೆಳಗ್ಗೆ 11 ಗಂಟೆಗೆ ಕೊಪ್ಪಳ ತಾಲ್ಲೂಕು ಪಂಚಾಯತ ಆವರಣದಲ್ಲಿರುವ ಕೃಷಿ ವಿಜ್ಞಾನ ಶಿಕ್ಷಣ ಘಟಕ ಸಭಾಂಗಣದಲ್ಲಿ ಕೃಷಿಕ ಸಮಾಜದ ಕಾರ್ಯಕಾರಿ ಸಮಿತಿ ಸಭೆಯನ್ನು ಆಯೋಜಿಸಲಾಗಿದೆ. ಕೃಷಿಕ ಸಮಾಜದ ಅಧ್ಯಕ್ಷರ ಅಧ್ಯಕ್ಷತೆಯಲ್ಲಿ ಸಭೆ ನಡೆಯಲಿದ್ದು, ಸಭೆಗೆ ಕಾರ್ಯಕಾರಿ ಸಮಿತಿ ಸದಸ್ಯರು ಮತ್ತು ಅಧಿಕಾರಿಗಳು ತಪ್ಪದೇ ಹಾಜರಾಗಬೇಕೆಂದು ಸಹಾಯಕ ಕೃಷಿ ನಿರ್ದೇಶಕರು ಪ್ರಕಟಣೆಯಲ್ಲಿ ತಿಳಿಸಿದ್ದಾರೆ. <box>36 1262 236 1340</box>
shirdi-col2: ಪ್ರೊ. ಮಂಜಪ್ಪ ಶಾಸ್ತ್ರಿಗಳು ಪ್ರಕಟಣೆಯಲ್ಲಿ ತಿಳಿಸಿದ್ದಾರೆ. ಡಿ. 18 ರಂದು ಮುಂಜಾನೆ 8 ಘಂಟೆಗೆ ಅಭಿಷೇಕ ಪೂಜೆ ನೆರವೇರುವುದು. ಮಧ್ಯಾಹ್ನ 12 ಕ್ಕೆ ಮಹಾಮಂಗಳಾರತಿ, ನಂತರ ಶಿವಭಜನೆ, ಕಾರ್ತೀಕೋತ್ಸವದ ಅಂಗವಾಗಿ ಸಂಜೆ 6 ಕ್ಕೆ ದೀಪೋತ್ಸವ, ಸಾಂಸ್ಕೃತಿಕ ಕಾರ್ಯಕ್ರಮಗಳು ಹಾಗೂ ಸಾಮೂಹಿಕ ವಿವಾಹಗಳು ಜರುಗಲಿವೆ. ಸಂಜೆ 6 <box>418 882 570 949</box>
